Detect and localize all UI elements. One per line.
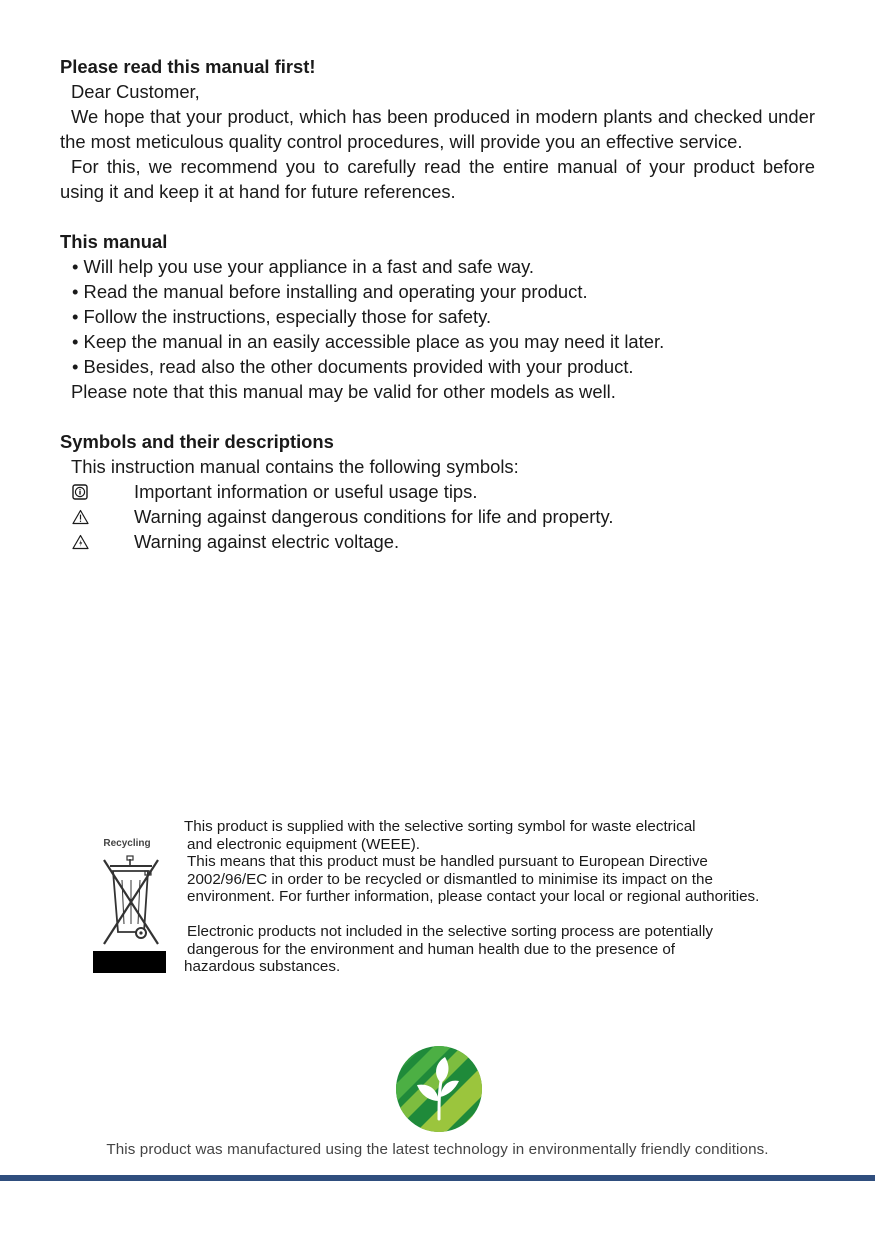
crossed-bin-icon [100,854,160,950]
symbols-heading: Symbols and their descriptions [60,431,334,452]
weee-notice [184,818,774,976]
weee-paragraph-3b: dangerous for the environment and human health due to the presence of [187,940,676,958]
footer-eco-statement: This product was manufactured using the latest technology in environmentally friendly conditions. [106,1141,769,1158]
symbol-description: Warning against dangerous conditions for life and property. [134,506,614,527]
info-icon [60,484,134,500]
intro-heading: Please read this manual first! [60,56,316,77]
greeting: Dear Customer, [71,81,200,102]
eco-leaf-icon [395,1045,483,1133]
weee-paragraph-3a: Electronic products not included in the selective sorting process are potentially [187,923,713,940]
symbol-row-info [60,479,815,504]
symbol-description: Important information or useful usage tips. [134,481,478,502]
footer-rule [0,1175,875,1181]
weee-black-bar [93,951,166,973]
manual-bullet: • Follow the instructions, especially those for safety. [72,306,492,327]
weee-line-1: This product is supplied with the selective sorting symbol for waste electrical [184,818,696,835]
manual-bullet: • Read the manual before installing and operating your product. [72,281,588,302]
symbols-intro: This instruction manual contains the following symbols: [71,456,519,477]
manual-heading: This manual [60,231,168,252]
manual-bullet: • Keep the manual in an easily accessible place as you may need it later. [72,331,665,352]
manual-intro-section [60,54,815,554]
electric-warning-icon [60,534,134,550]
weee-paragraph-3c: hazardous substances. [184,958,341,975]
manual-note: Please note that this manual may be valid for other models as well. [71,381,616,402]
symbol-row-warning [60,504,815,529]
weee-line-2: and electronic equipment (WEEE). [187,835,420,853]
weee-paragraph-2: This means that this product must be handled pursuant to European Directive 2002/96/EC in order to be recycled or dismantled to minimise its impact on the environment. For further information, please contact your local or regional authorities. [187,853,760,905]
intro-paragraph-2: For this, we recommend you to carefully read the entire manual of your product before using it and keep it at hand for future references. [60,156,815,202]
manual-bullet: • Will help you use your appliance in a fast and safe way. [72,256,535,277]
manual-bullet: • Besides, read also the other documents provided with your product. [72,356,634,377]
intro-paragraph-1: We hope that your product, which has been produced in modern plants and checked under the most meticulous quality control procedures, will provide you an effective service. [60,106,815,152]
symbol-description: Warning against electric voltage. [134,531,400,552]
weee-recycling-symbol [92,838,167,974]
recycling-label: Recycling [103,838,151,849]
warning-icon [60,509,134,525]
symbol-row-electric [60,529,815,554]
